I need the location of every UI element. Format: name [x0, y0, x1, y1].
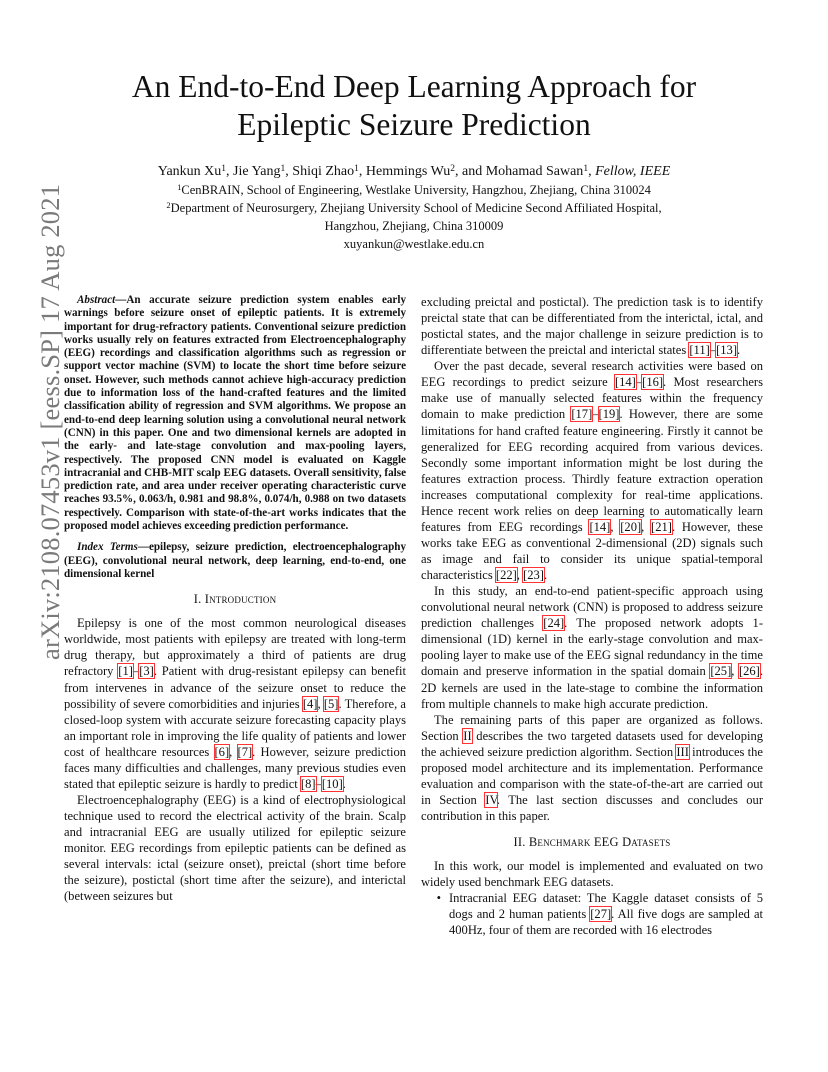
paper-title: An End-to-End Deep Learning Approach for Epileptic Seizure Prediction: [131, 69, 697, 142]
affiliation-2: [60, 199, 768, 217]
paragraph: The remaining parts of this paper are organized as follows. Section II describes the two targeted datasets used for developing the achieved seizure prediction algorithm. Section III introduces the proposed model architecture and its implementation. Performance evaluation and comparison with the state-of-the-art are carried out in Section IV. The last section discusses and concludes our contribution in this paper.: [421, 712, 763, 823]
author-name: Mohamad Sawan: [485, 164, 584, 179]
section-link[interactable]: IV: [485, 792, 497, 807]
author-block: [60, 162, 768, 254]
left-column: [64, 294, 406, 904]
citation-link[interactable]: [3]: [139, 664, 154, 679]
citation-link[interactable]: [22]: [495, 568, 517, 583]
affiliation-marker: 1: [354, 163, 359, 174]
citation-link[interactable]: [8]: [300, 776, 316, 791]
paragraph: Epilepsy is one of the most common neurological diseases worldwide, most patients with epilepsy are treated with long-term drug therapy, but approximately a third of patients are drug refractory [1]–[3]. Patient with drug-resistant epilepsy can benefit from intervenes in advance of the seizure onset to reduce the possibility of severe comorbidities and injuries [4], [5]. Therefore, a closed-loop system with accurate seizure forecasting capacity plays an important role in improving the life quality of patients and lower cost of healthcare resources [6], [7]. However, seizure prediction faces many difficulties and challenges, many previous studies even stated that epileptic seizure is hardly to predict [8]–[10].: [64, 616, 406, 791]
affiliation-2-cont: Hangzhou, Zhejiang, China 310009: [324, 219, 504, 233]
author-name: Hemmings Wu: [365, 164, 451, 179]
list-item-text: Intracranial EEG dataset: The Kaggle dataset consists of 5 dogs and 2 human patients [27]. All five dogs are sampled at 400Hz, four of them are recorded with 16 electrodes: [449, 891, 763, 938]
paragraph: In this study, an end-to-end patient-specific approach using convolutional neural network (CNN) is proposed to address seizure prediction challenges [24]. The proposed network adopts 1-dimensional (1D) kernel in the early-stage convolution and max-pooling layer to make use of the EEG signal redundancy in the time domain and preserve information in the spatial domain [25], [26]. 2D kernels are used in the late-stage to combine the information from multiple channels to make high accurate prediction.: [421, 584, 764, 711]
citation-link[interactable]: [6]: [214, 744, 230, 759]
citation-link[interactable]: [1]: [118, 664, 133, 679]
citation-link[interactable]: [27]: [590, 907, 612, 922]
citation-link[interactable]: [11]: [689, 343, 710, 358]
citation-link[interactable]: [24]: [543, 616, 565, 631]
section-heading-introduction: I. Introduction: [193, 592, 277, 607]
citation-link[interactable]: [10]: [321, 776, 343, 791]
paragraph: excluding preictal and postictal). The prediction task is to identify preictal state that can be differentiated from the interictal, ictal, and postictal states, and the major challenge in seizure prediction is to differentiate between the preictal and interictal states [11]–[13].: [421, 295, 763, 358]
author-name: Shiqi Zhao: [292, 164, 355, 179]
citation-link[interactable]: [19]: [598, 407, 620, 422]
affiliation-marker: 2: [166, 200, 171, 211]
paragraph: In this work, our model is implemented and evaluated on two widely used benchmark EEG datasets.: [421, 859, 763, 890]
citation-link[interactable]: [16]: [642, 375, 664, 390]
citation-link[interactable]: [4]: [302, 696, 318, 711]
affiliation-marker: 1: [583, 163, 589, 174]
affiliation-text: Department of Neurosurgery, Zhejiang University School of Medicine Second Affiliated Hospital,: [170, 201, 662, 215]
citation-link[interactable]: [14]: [589, 519, 611, 534]
index-terms-label: Index Terms: [77, 541, 138, 554]
citation-link[interactable]: [21]: [651, 519, 672, 534]
section-link[interactable]: III: [676, 744, 689, 759]
affiliation-marker: 1: [280, 163, 286, 174]
author-line: Yankun Xu$^1$, Jie Yang$^1$, Shiqi Zhao$^1$, Hemmings Wu$^2$, and Mohamad Sawan$^1$, Fellow, IEEE: [157, 163, 671, 179]
citation-link[interactable]: [13]: [716, 343, 737, 358]
affiliation-1: [60, 181, 768, 199]
abstract-text: —An accurate seizure prediction system enables early warnings before seizure onset of epileptic patients. It is extremely important for drug-refractory patients. Conventional seizure prediction works usually rely on features extracted from Electroencephalography (EEG) recordings and classification algorithms such as regression or support vector machine (SVM) to locate the short time before seizure onset. However, such methods cannot achieve high-accuracy prediction due to information loss of the hand-crafted features and the limited classification ability of regression and SVM algorithms. We propose an end-to-end deep learning solution using a convolutional neural network (CNN) in this paper. One and two dimensional kernels are adopted in the early- and late-stage convolution and max-pooling layers, respectively. The proposed CNN model is evaluated on Kaggle intracranial and CHB-MIT scalp EEG datasets. Overall sensitivity, false prediction rate, and area under receiver operating characteristic curve reaches 93.5%, 0.063/h, 0.981 and 98.8%, 0.074/h, 0.988 on two datasets respectively. Comparison with state-of-the-art works indicates that the proposed model achieves exceeding prediction performance.: [64, 294, 406, 533]
citation-link[interactable]: [17]: [571, 407, 593, 422]
citation-link[interactable]: [23]: [523, 568, 544, 583]
abstract: [64, 294, 406, 533]
citation-link[interactable]: [25]: [710, 664, 732, 679]
right-column: [421, 294, 763, 938]
citation-link[interactable]: [7]: [237, 744, 253, 759]
author-name: Yankun Xu: [157, 164, 222, 179]
abstract-label: Abstract: [77, 294, 116, 306]
list-item: [421, 890, 763, 938]
section-link[interactable]: II: [463, 728, 472, 743]
affiliation-text: CenBRAIN, School of Engineering, Westlake University, Hangzhou, Zhejiang, China 310024: [181, 183, 651, 197]
section-heading-datasets: II. Benchmark EEG Datasets: [513, 835, 671, 850]
author-name: Jie Yang: [233, 164, 281, 179]
author-fellow: Fellow, IEEE: [595, 164, 671, 179]
index-terms-text: —epilepsy, seizure prediction, electroencephalography (EEG), convolutional neural network, deep learning, end-to-end, one dimensional kernel: [64, 541, 406, 580]
affiliation-marker: 1: [177, 182, 182, 193]
author-email[interactable]: xuyankun@westlake.edu.cn: [343, 237, 485, 251]
arxiv-watermark: arXiv:2108.07453v1 [eess.SP] 17 Aug 2021: [35, 183, 65, 660]
citation-link[interactable]: [5]: [323, 696, 339, 711]
citation-link[interactable]: [14]: [614, 375, 636, 390]
citation-link[interactable]: [26]: [738, 664, 760, 679]
index-terms: [64, 541, 406, 581]
paragraph: Over the past decade, several research activities were based on EEG recordings to predict seizure [14]–[16]. Most researchers make use of manually selected features within the frequency domain to make prediction [17]–[19]. However, there are some limitations for hand crafted feature engineering. Firstly it cannot be generalized for EEG recording acquired from various devices. Secondly some important information might be lost during the features extraction process. Thirdly feature extraction operation increases computational complexity for real-time applications. Hence recent work relies on deep learning to automatically learn features from EEG recordings [14], [20], [21]. However, these works take EEG as conventional 2-dimensional (2D) signals such as image and fail to consider its unique spatial-temporal characteristics [22], [23].: [421, 359, 763, 583]
affiliation-marker: 1: [221, 163, 227, 174]
affiliation-marker: 2: [450, 163, 455, 174]
bullet-icon: •: [436, 891, 441, 906]
paragraph: Electroencephalography (EEG) is a kind of electrophysiological technique used to record the electrical activity of the brain. Scalp and intracranial EEG are usually utilized for epileptic seizure monitor. EEG recordings from epileptic patients can be defined as several intervals: ictal (seizure onset), preictal (short time before the seizure), postictal (short time after the seizure), and interictal (between seizures but: [64, 792, 406, 904]
citation-link[interactable]: [20]: [620, 519, 642, 534]
